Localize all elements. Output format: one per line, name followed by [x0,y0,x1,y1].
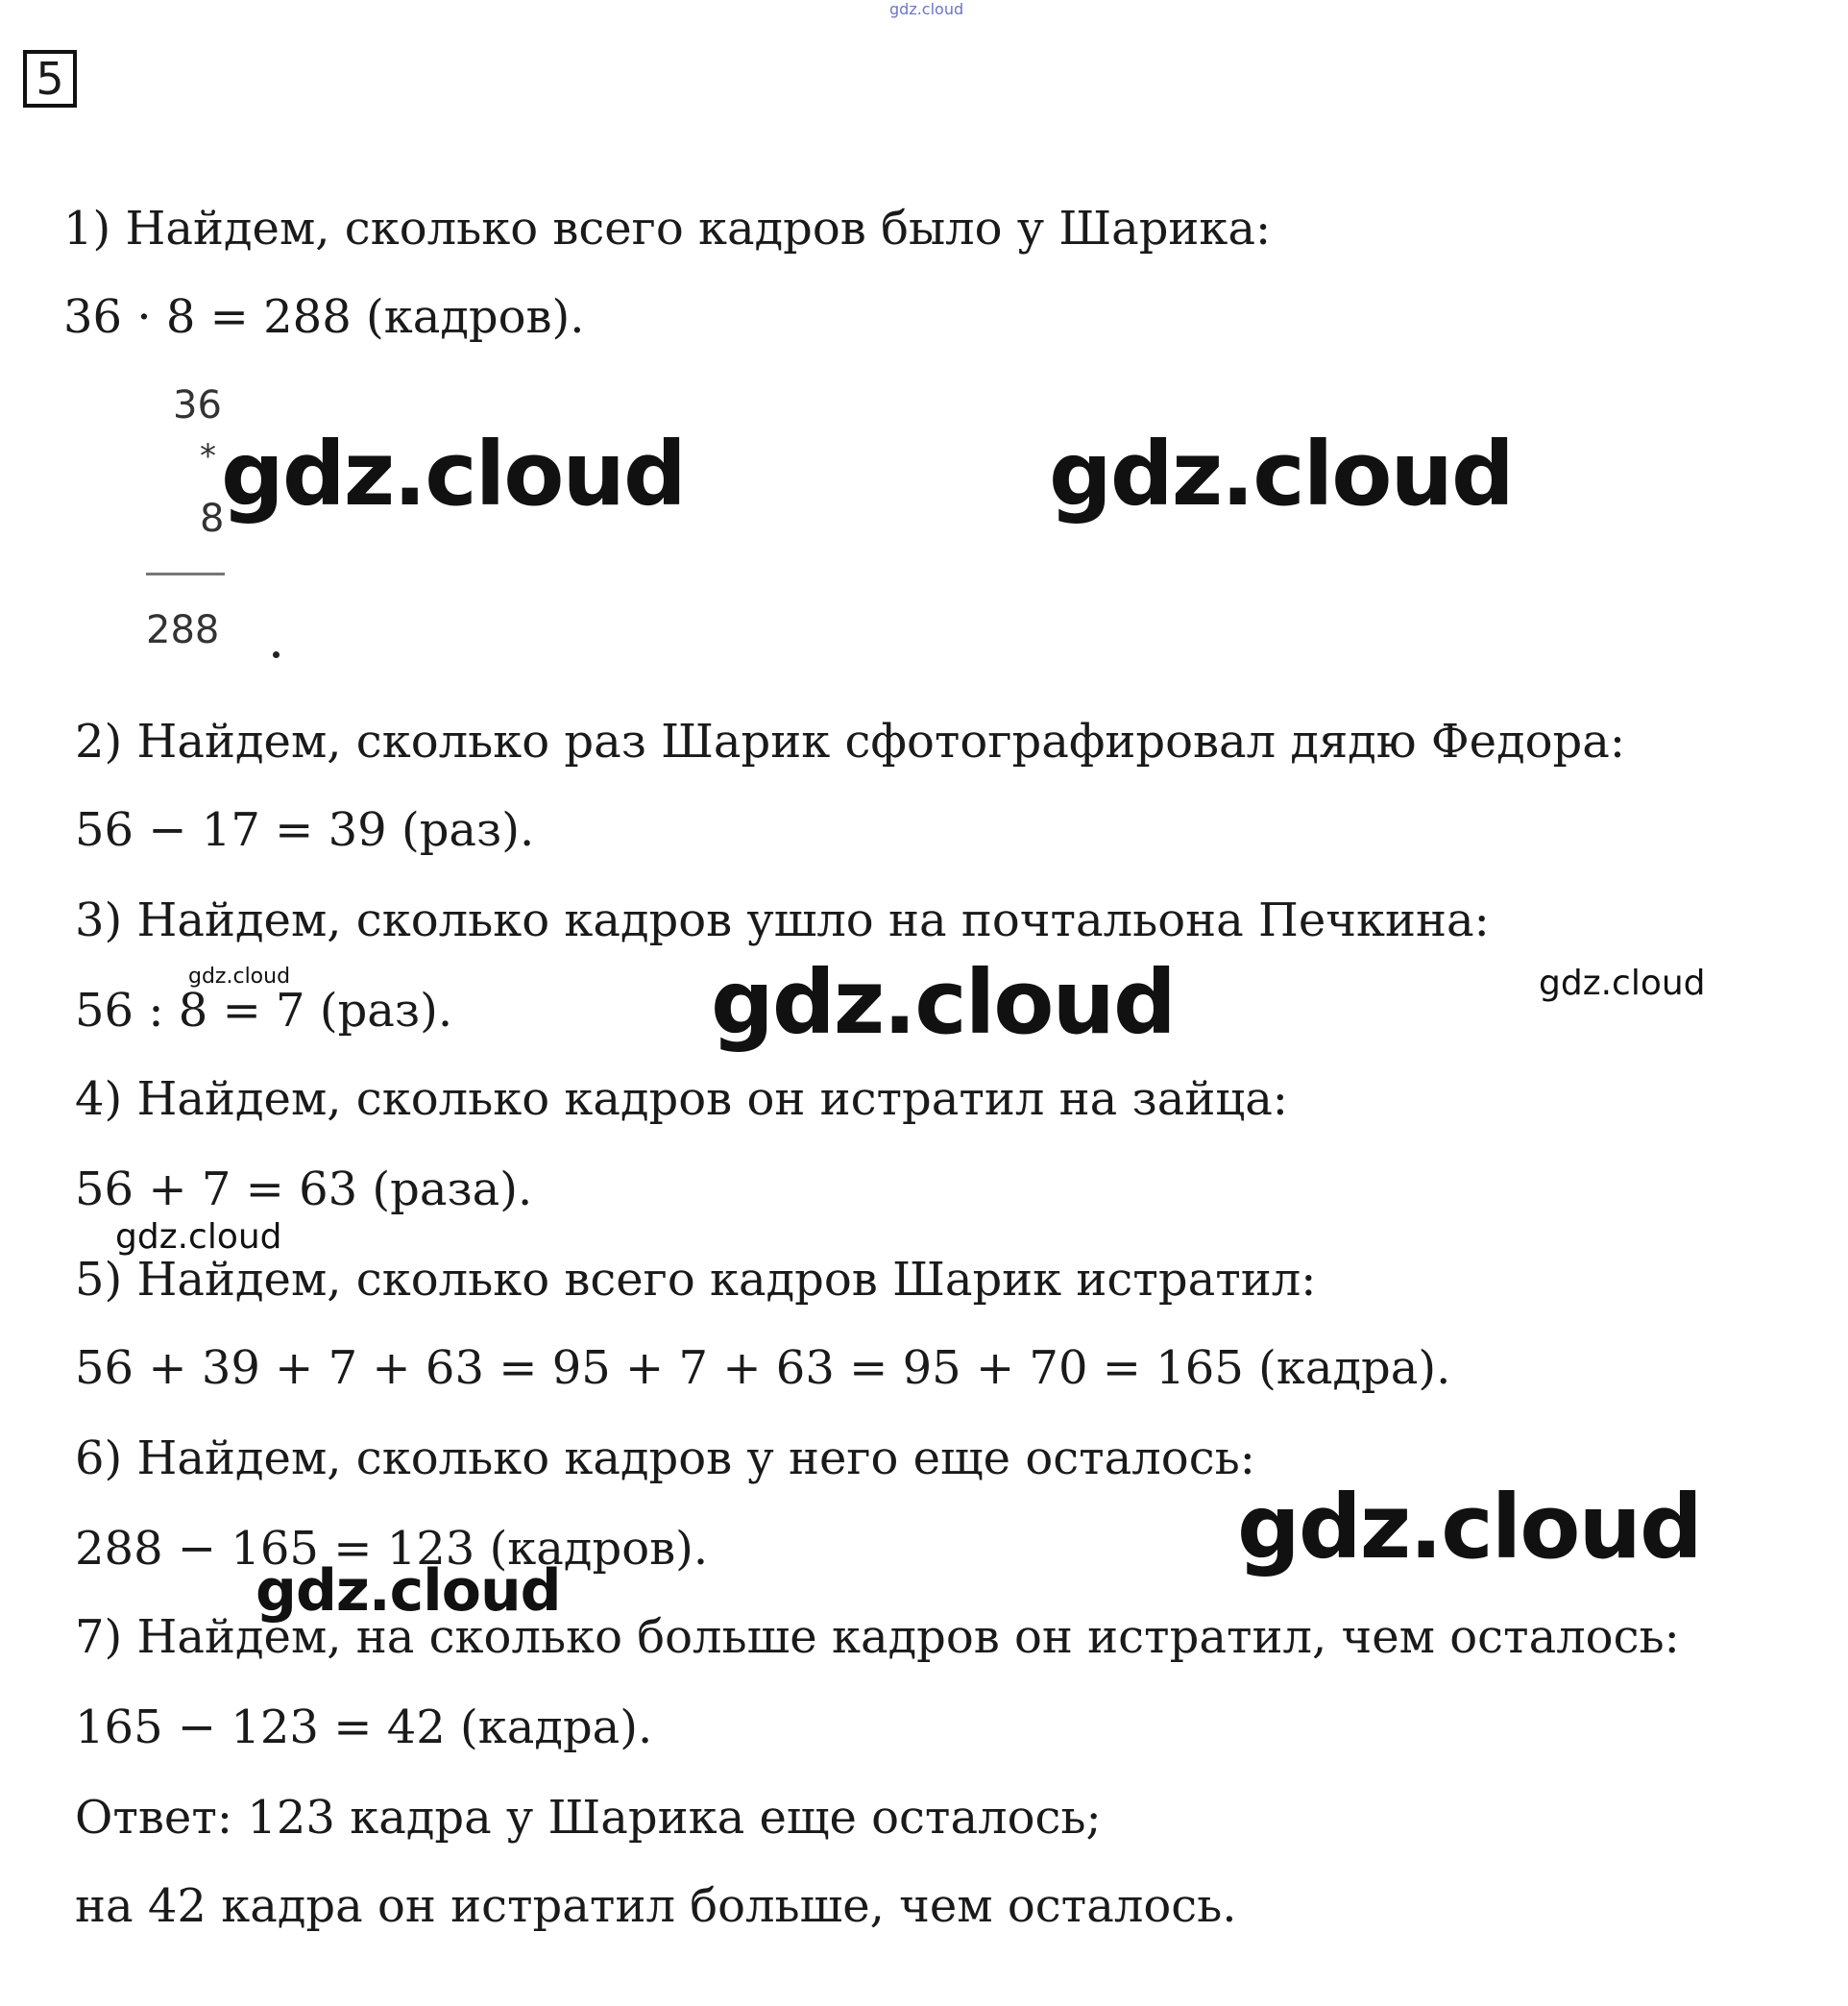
answer-line-2: на 42 кадра он истратил больше, чем осталось. [75,1879,1237,1933]
step-1-heading: 1) Найдем, сколько всего кадров было у Шарика: [63,202,1272,256]
watermark-large-2: gdz.cloud [1049,423,1513,526]
step-5-heading: 5) Найдем, сколько всего кадров Шарик истратил: [75,1253,1317,1307]
step-4-calc: 56 + 7 = 63 (раза). [75,1162,533,1216]
column-rule [146,573,225,575]
step-2-heading: 2) Найдем, сколько раз Шарик сфотографировал дядю Федора: [75,715,1626,769]
column-bottom-number: 8 [200,497,225,541]
watermark-large-4: gdz.cloud [1237,1476,1701,1578]
watermark-medium-3: gdz.cloud [255,1557,561,1625]
step-6-calc: 288 − 165 = 123 (кадров). [75,1522,709,1576]
step-4-heading: 4) Найдем, сколько кадров он истратил на зайца: [75,1072,1288,1126]
step-1-calc: 36 · 8 = 288 (кадров). [63,290,585,344]
step-6-heading: 6) Найдем, сколько кадров у него еще осталось: [75,1431,1255,1485]
step-7-heading: 7) Найдем, на сколько больше кадров он истратил, чем осталось: [75,1610,1680,1664]
answer-line-1: Ответ: 123 кадра у Шарика еще осталось; [75,1791,1102,1845]
watermark-small: gdz.cloud [188,965,291,989]
watermark-large-3: gdz.cloud [711,951,1175,1054]
step-3-heading: 3) Найдем, сколько кадров ушло на почтальона Печкина: [75,893,1490,947]
watermark-large-1: gdz.cloud [221,423,685,526]
task-number-badge: 5 [23,50,77,108]
step-7-calc: 165 − 123 = 42 (кадра). [75,1700,653,1754]
step-3-calc: 56 : 8 = 7 (раз). [75,984,453,1038]
column-result: 288 [146,608,220,652]
step-2-calc: 56 − 17 = 39 (раз). [75,803,535,857]
column-operator: * [200,437,216,476]
stray-dot [273,651,280,658]
step-5-calc: 56 + 39 + 7 + 63 = 95 + 7 + 63 = 95 + 70 = 165 (кадра). [75,1341,1451,1395]
watermark-top: gdz.cloud [889,0,964,18]
column-top-number: 36 [173,383,222,428]
watermark-medium-2: gdz.cloud [115,1217,282,1257]
watermark-medium-1: gdz.cloud [1539,964,1706,1003]
